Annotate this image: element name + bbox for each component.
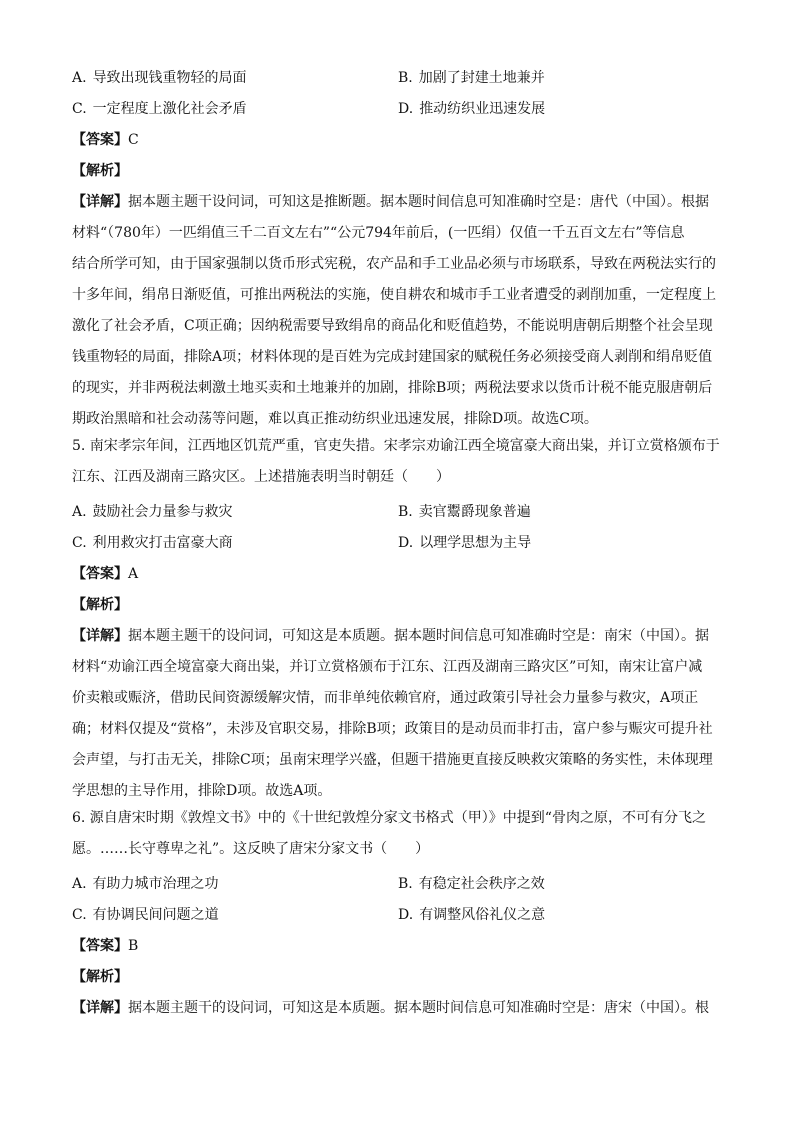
q6-option-a: A. 有助力城市治理之功	[72, 876, 219, 892]
q5-analysis-heading: 【解析】	[72, 597, 128, 613]
q6-stem: 6. 源自唐宋时期《敦煌文书》中的《十世纪敦煌分家文书格式（甲）》中提到“骨肉之原，不可有分飞之 愿。……长守尊卑之礼”。这反映了唐宋分家文书（ ）	[72, 810, 706, 857]
q6-detail: 【详解】据本题主题干的设问词，可知这是本质题。据本题时间信息可知准确时空是：唐宋（中国）。根	[72, 1000, 709, 1016]
q5-detail: 【详解】据本题主题干的设问词，可知这是本质题。据本题时间信息可知准确时空是：南宋（中国）。据 材料“劝谕江西全境富豪大商出粜，并订立赏格颁布于江东、江西及湖南三路灾区”可知，南宋让富户减 价卖粮或赈济，借助民间资源缓解灾情，而非单纯依赖官府，通过政策引导社会力量参与救灾，A项正 确；材料仅提及“赏格”，未涉及官职交易，排除B项；政策目的是动员而非打击，富户参与赈灾可提升社 会声望，与打击无关，排除C项；虽南宋理学兴盛，但题干措施更直接反映救灾策略的务实性，未体现理 学思想的主导作用，排除D项。故选A项。	[72, 628, 713, 799]
q5-option-d: D. 以理学思想为主导	[398, 535, 532, 551]
q5-answer	[72, 559, 722, 590]
q4-option-a: A. 导致出现钱重物轻的局面	[72, 70, 247, 86]
q4-detail: 【详解】据本题主题干设问词，可知这是推断题。据本题时间信息可知准确时空是：唐代（中国）。根据 材料“（780年）一匹绢值三千二百文左右”“公元794年前后，(一匹绢）仅值一千五百文左右”等信息 结合所学可知，由于国家强制以货币形式宪税，农产品和手工业品必须与市场联系，导致在两税法实行的 十多年间，绢帛日渐贬值，可推出两税法的实施，使自耕农和城市手工业者遭受的剥削加重，一定程度上 激化了社会矛盾，C项正确；因纳税需要导致绢帛的商品化和贬值趋势，不能说明唐朝后期整个社会呈现 钱重物轻的局面，排除A项；材料体现的是百姓为完成封建国家的赋税任务必须接受商人剥削和绢帛贬值 的现实，并非两税法刺激土地买卖和土地兼并的加剧，排除B项；两税法要求以货币计税不能克服唐朝后 期政治黑暗和社会动荡等问题，难以真正推动纺织业迅速发展，排除D项。故选C项。	[72, 194, 716, 427]
q4-options-row-2	[72, 94, 722, 125]
answer-value: B	[128, 938, 139, 954]
q4-answer	[72, 125, 722, 156]
q6-analysis-heading: 【解析】	[72, 969, 128, 985]
q4-option-b: B. 加剧了封建土地兼并	[398, 70, 545, 86]
q6-answer	[72, 931, 722, 962]
q4-analysis-heading: 【解析】	[72, 163, 128, 179]
q5-options-row-2	[72, 528, 722, 559]
q5-option-b: B. 卖官鬻爵现象普遍	[398, 504, 531, 520]
q6-options-row-1	[72, 869, 722, 900]
q6-options-row-2	[72, 900, 722, 931]
answer-value: A	[128, 566, 139, 582]
q6-option-c: C. 有协调民间问题之道	[72, 907, 219, 923]
q4-options-row-1	[72, 63, 722, 94]
document-page	[72, 63, 722, 1024]
q5-option-c: C. 利用救灾打击富豪大商	[72, 535, 233, 551]
q5-option-a: A. 鼓励社会力量参与救灾	[72, 504, 233, 520]
answer-value: C	[128, 132, 139, 148]
q4-option-d: D. 推动纺织业迅速发展	[398, 101, 546, 117]
answer-tag: 【答案】	[72, 566, 128, 582]
answer-tag: 【答案】	[72, 132, 128, 148]
q4-option-c: C. 一定程度上激化社会矛盾	[72, 101, 247, 117]
q6-option-d: D. 有调整风俗礼仪之意	[398, 907, 546, 923]
q6-option-b: B. 有稳定社会秩序之效	[398, 876, 545, 892]
q5-stem: 5. 南宋孝宗年间，江西地区饥荒严重，官吏失措。宋孝宗劝谕江西全境富豪大商出粜，并订立赏格颁布于 江东、江西及湖南三路灾区。上述措施表明当时朝廷（ ）	[72, 438, 720, 485]
q5-options-row-1	[72, 497, 722, 528]
answer-tag: 【答案】	[72, 938, 128, 954]
